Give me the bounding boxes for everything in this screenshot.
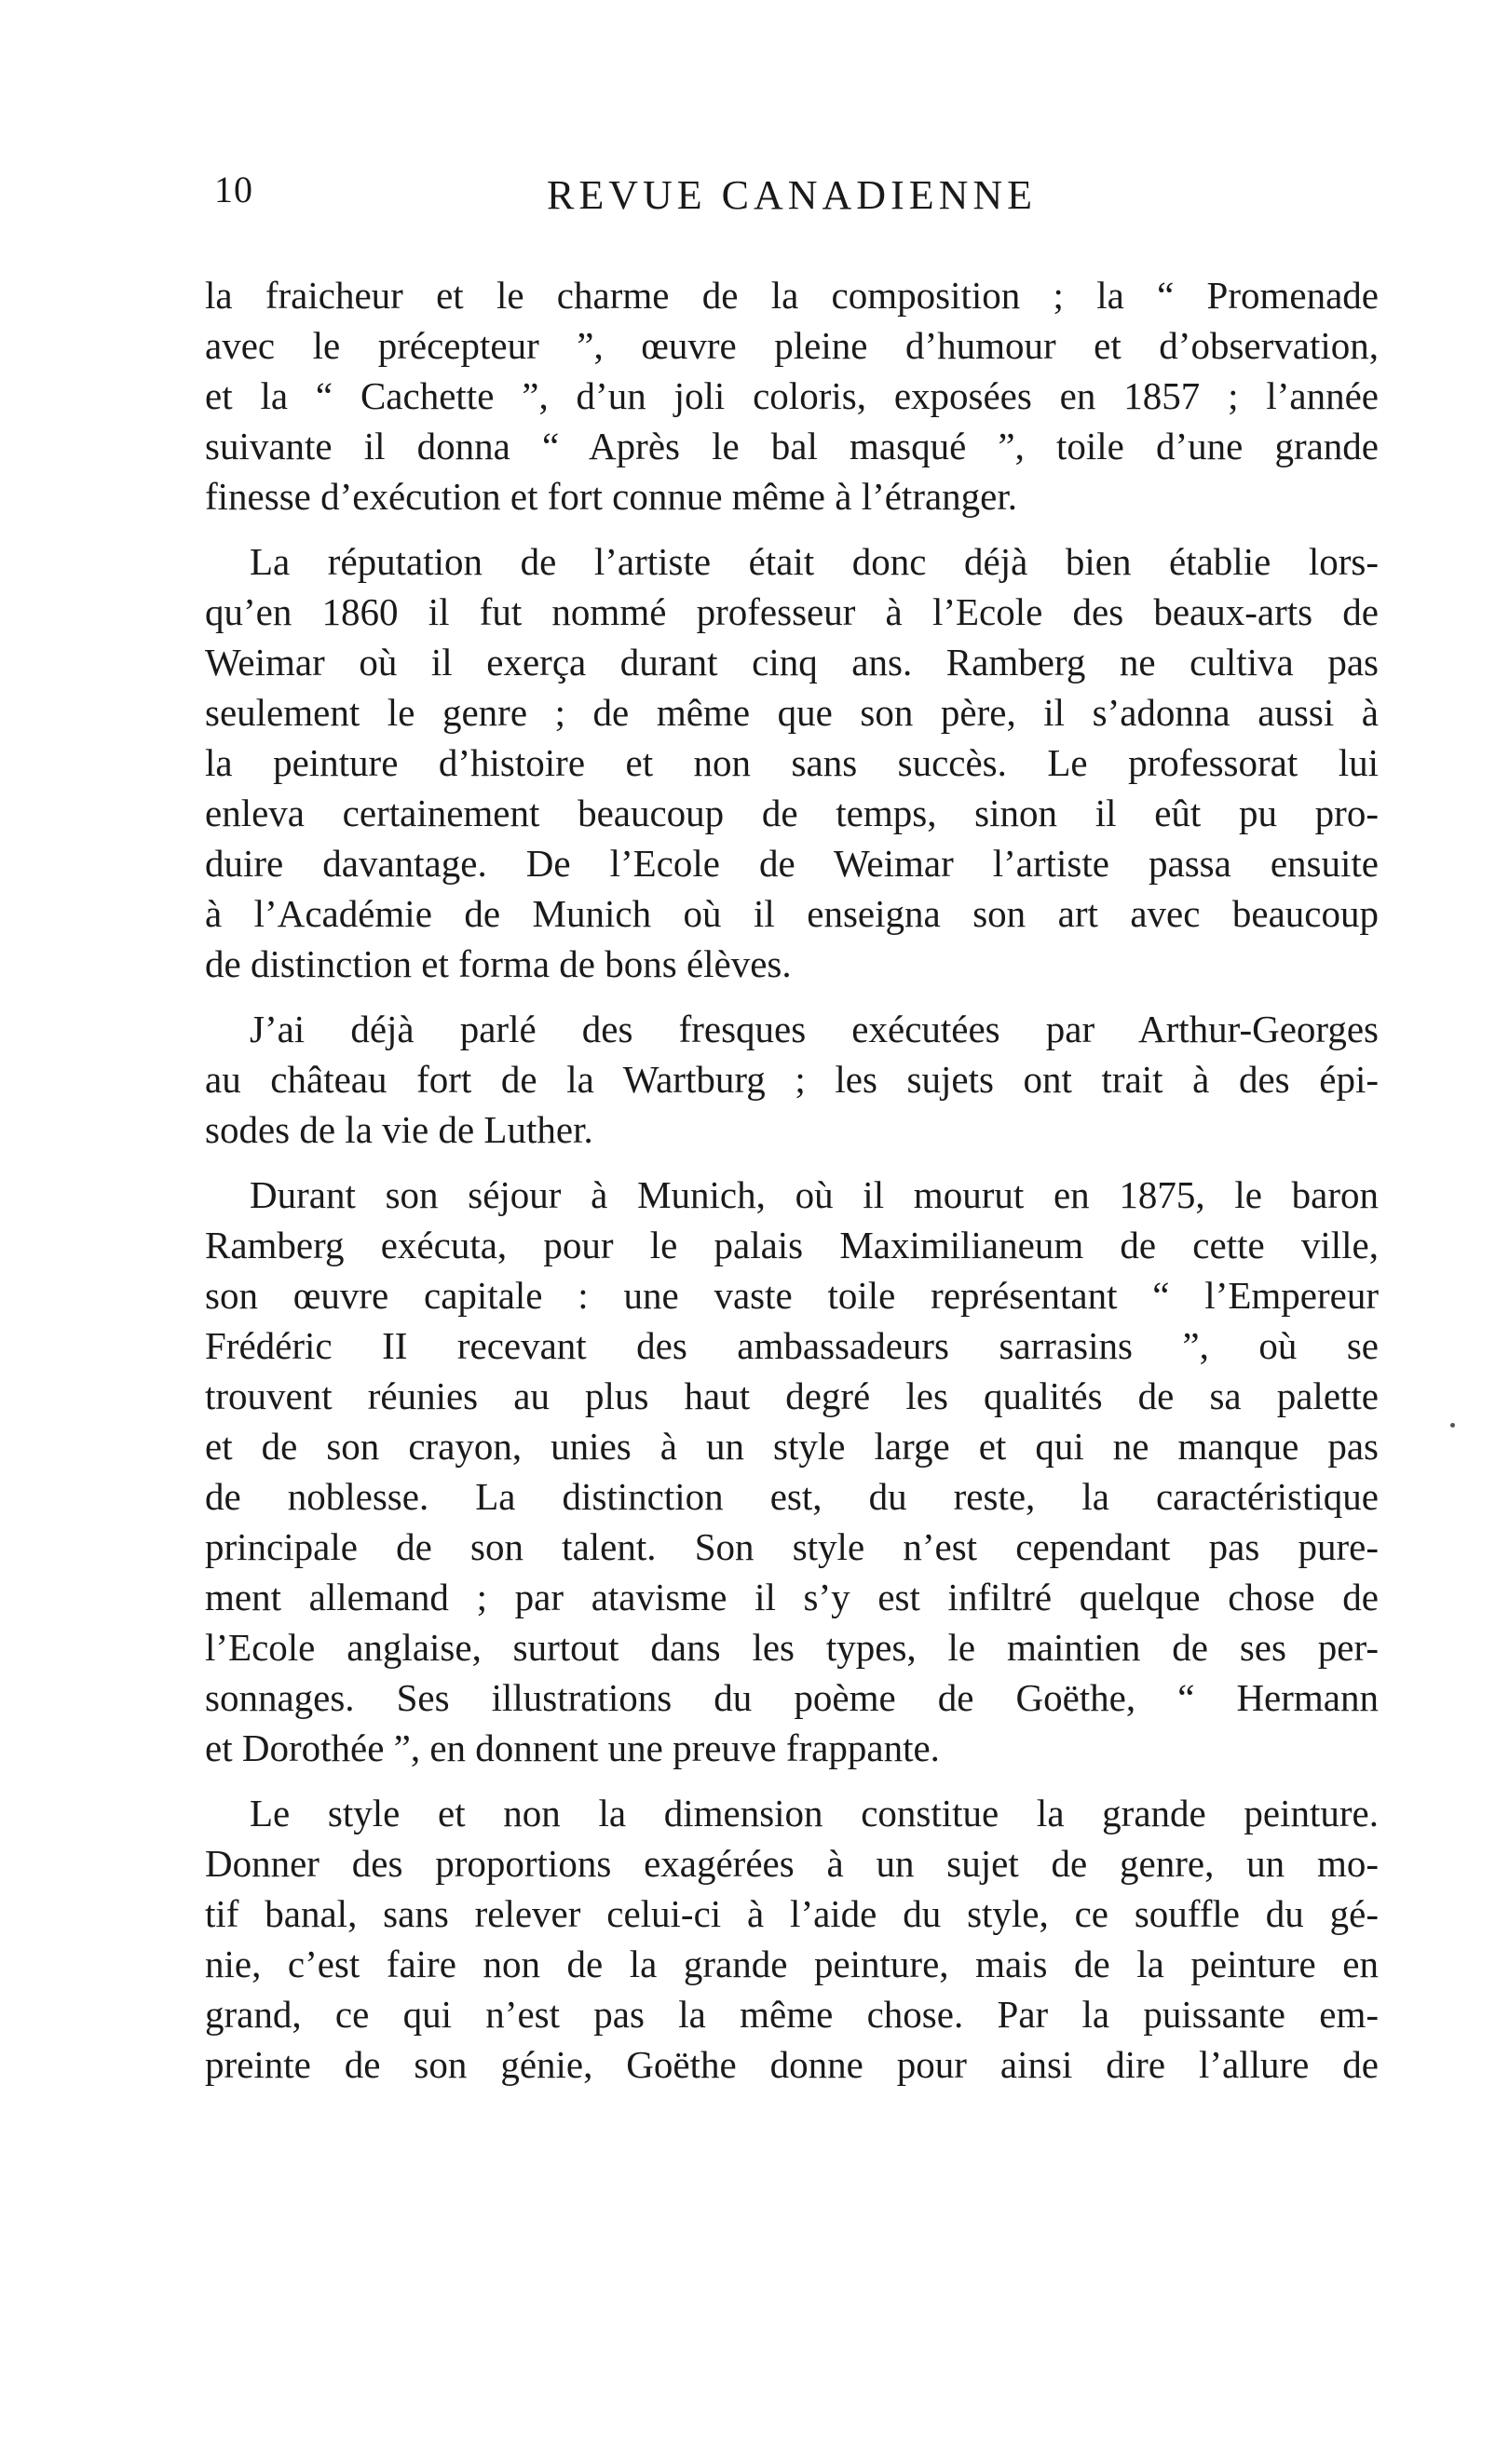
text-line: principale de son talent. Son style n’est cependant pas pure- [205, 1525, 1379, 1568]
text-line: grand, ce qui n’est pas la même chose. Par la puissante em- [205, 1993, 1379, 2036]
paragraph [205, 1170, 1379, 1773]
paragraph [205, 1788, 1379, 2090]
text-line: duire davantage. De l’Ecole de Weimar l’artiste passa ensuite [205, 842, 1379, 885]
text-line: trouvent réunies au plus haut degré les qualités de sa palette [205, 1374, 1379, 1417]
paragraph [205, 536, 1379, 989]
text-line: Ramberg exécuta, pour le palais Maximilianeum de cette ville, [205, 1224, 1379, 1266]
running-title: REVUE CANADIENNE [546, 172, 1038, 218]
text-line: à l’Académie de Munich où il enseigna son art avec beaucoup [205, 892, 1379, 935]
text-line: au château fort de la Wartburg ; les sujets ont trait à des épi- [205, 1058, 1379, 1101]
stray-ink-mark [1450, 1423, 1455, 1428]
text-line: de noblesse. La distinction est, du reste, la caractéristique [205, 1475, 1379, 1518]
text-line: la fraicheur et le charme de la composition ; la “ Promenade [205, 274, 1379, 317]
text-line: Weimar où il exerça durant cinq ans. Ramberg ne cultiva pas [205, 641, 1379, 684]
text-line: Frédéric II recevant des ambassadeurs sarrasins ”, où se [205, 1324, 1379, 1367]
text-line: enleva certainement beaucoup de temps, sinon il eût pu pro- [205, 792, 1379, 834]
text-line: tif banal, sans relever celui-ci à l’aide du style, ce souffle du gé- [205, 1892, 1379, 1935]
page-header [205, 164, 1379, 229]
text-line: la peinture d’histoire et non sans succès. Le professorat lui [205, 741, 1379, 784]
text-line: son œuvre capitale : une vaste toile représentant “ l’Empereur [205, 1274, 1379, 1317]
text-line: et de son crayon, unies à un style large et qui ne manque pas [205, 1425, 1379, 1468]
text-line: et Dorothée ”, en donnent une preuve frappante. [205, 1726, 940, 1769]
paragraph [205, 270, 1379, 521]
text-line: preinte de son génie, Goëthe donne pour ainsi dire l’allure de [205, 2043, 1379, 2086]
text-line: et la “ Cachette ”, d’un joli coloris, exposées en 1857 ; l’année [205, 374, 1379, 417]
text-line: nie, c’est faire non de la grande peinture, mais de la peinture en [205, 1943, 1379, 1985]
paragraph [205, 1004, 1379, 1155]
text-line: finesse d’exécution et fort connue même à l’étranger. [205, 475, 1018, 518]
text-line: sonnages. Ses illustrations du poème de Goëthe, “ Hermann [205, 1676, 1379, 1719]
body-text [205, 270, 1379, 2105]
text-line: ment allemand ; par atavisme il s’y est infiltré quelque chose de [205, 1576, 1379, 1618]
text-line: La réputation de l’artiste était donc déjà bien établie lors- [250, 540, 1379, 583]
text-line: l’Ecole anglaise, surtout dans les types, le maintien de ses per- [205, 1626, 1379, 1669]
text-line: Durant son séjour à Munich, où il mourut en 1875, le baron [250, 1173, 1379, 1216]
text-line: avec le précepteur ”, œuvre pleine d’humour et d’observation, [205, 324, 1379, 367]
page-number: 10 [214, 169, 253, 210]
text-line: Donner des proportions exagérées à un sujet de genre, un mo- [205, 1842, 1379, 1885]
text-line: J’ai déjà parlé des fresques exécutées par Arthur-Georges [250, 1008, 1379, 1050]
text-line: de distinction et forma de bons élèves. [205, 942, 792, 985]
text-line: sodes de la vie de Luther. [205, 1108, 593, 1151]
text-line: seulement le genre ; de même que son père, il s’adonna aussi à [205, 691, 1379, 734]
text-line: qu’en 1860 il fut nommé professeur à l’Ecole des beaux-arts de [205, 590, 1379, 633]
text-line: suivante il donna “ Après le bal masqué ”, toile d’une grande [205, 425, 1379, 467]
text-line: Le style et non la dimension constitue la grande peinture. [250, 1792, 1379, 1834]
